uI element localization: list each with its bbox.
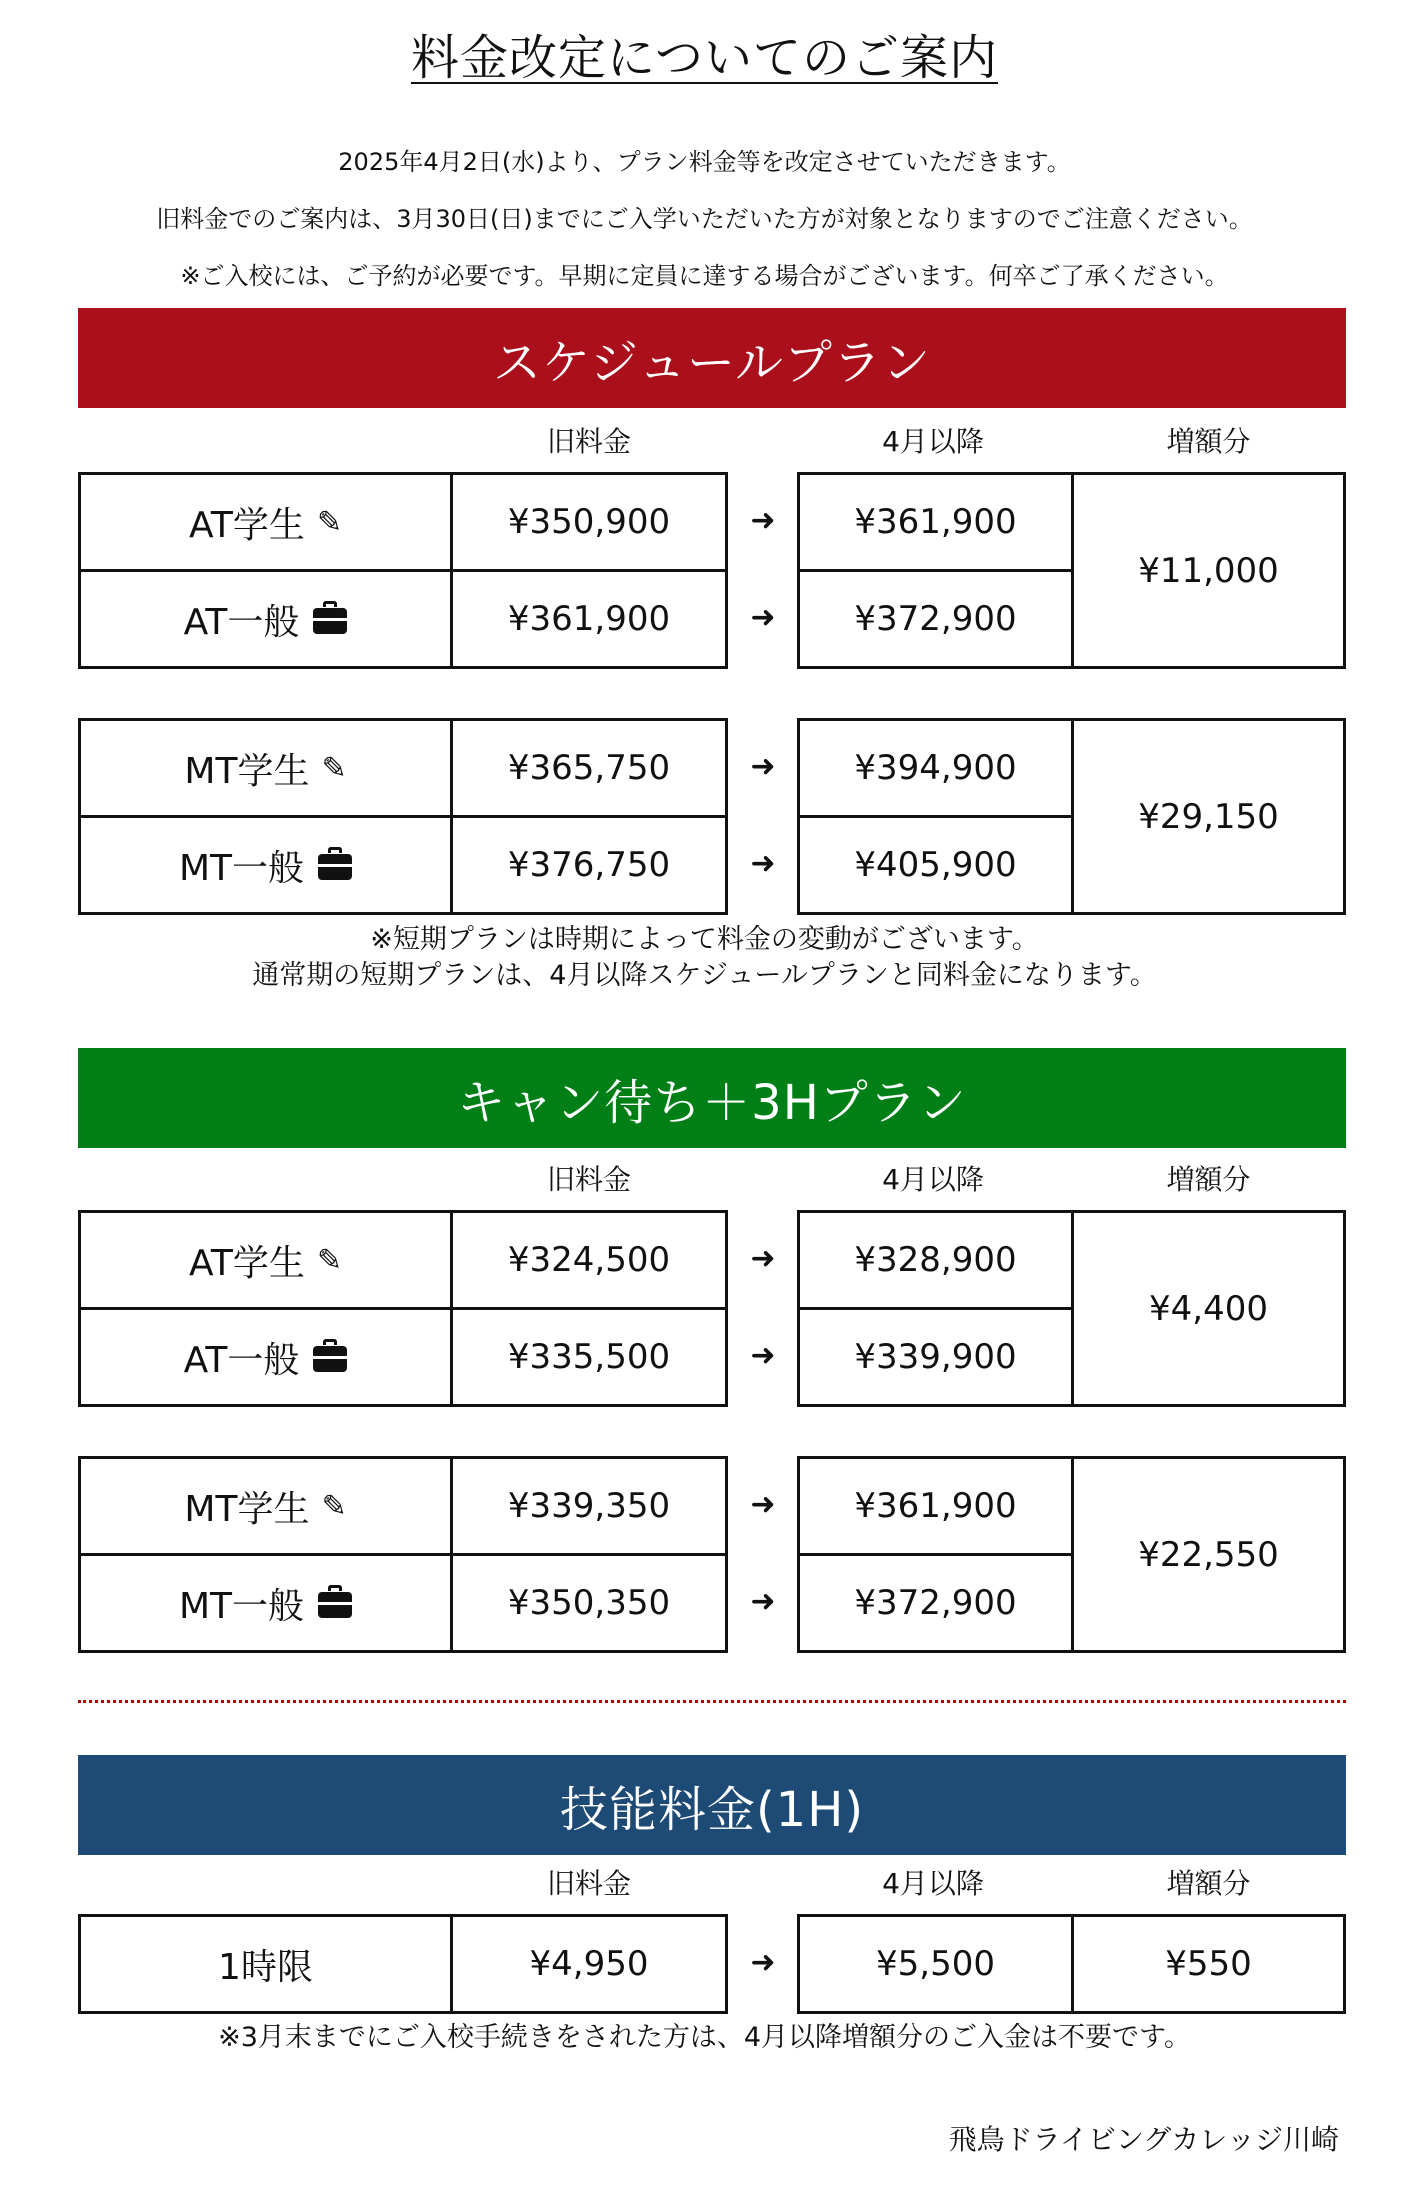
arrow-icon: ➜	[750, 503, 776, 538]
new-price-cell: ¥339,900	[797, 1307, 1074, 1407]
plan-name-cell: AT学生 ✎	[78, 1210, 453, 1310]
lesson-name-cell: 1時限	[78, 1914, 453, 2014]
new-price-cell: ¥5,500	[797, 1914, 1074, 2014]
arrow-icon: ➜	[750, 1487, 776, 1522]
arrow-icon: ➜	[750, 749, 776, 784]
briefcase-icon	[318, 1592, 352, 1618]
note-line: ※3月末までにご入校手続きをされた方は、4月以降増額分のご入金は不要です。	[218, 2022, 1191, 2053]
arrow-icon: ➜	[750, 600, 776, 635]
col-increase: 増額分	[1166, 425, 1251, 458]
plan-name-cell: AT一般	[78, 1307, 453, 1407]
col-old-price: 旧料金	[546, 1163, 631, 1196]
arrow-icon: ➜	[750, 1338, 776, 1373]
new-price-cell: ¥372,900	[797, 1553, 1074, 1653]
old-price-cell: ¥339,350	[450, 1456, 728, 1556]
cancel-wait-plan-banner: キャン待ち＋3Hプラン	[78, 1048, 1346, 1148]
increase-cell: ¥4,400	[1071, 1210, 1346, 1407]
old-price-cell: ¥350,900	[450, 472, 728, 572]
col-old-price: 旧料金	[546, 425, 631, 458]
intro-line-2: 旧料金でのご案内は、3月30日(日)までにご入学いただいた方が対象となりますのでご注意ください。	[156, 205, 1253, 233]
old-price-cell: ¥335,500	[450, 1307, 728, 1407]
col-old-price: 旧料金	[546, 1867, 631, 1900]
pencil-icon: ✎	[316, 1242, 342, 1278]
new-price-cell: ¥361,900	[797, 1456, 1074, 1556]
col-new-price: 4月以降	[882, 1867, 984, 1900]
old-price-cell: ¥4,950	[450, 1914, 728, 2014]
increase-cell: ¥29,150	[1071, 718, 1346, 915]
col-new-price: 4月以降	[882, 425, 984, 458]
old-price-cell: ¥376,750	[450, 815, 728, 915]
old-price-cell: ¥365,750	[450, 718, 728, 818]
new-price-cell: ¥372,900	[797, 569, 1074, 669]
section-divider	[78, 1700, 1346, 1703]
arrow-icon: ➜	[750, 1241, 776, 1276]
col-new-price: 4月以降	[882, 1163, 984, 1196]
plan-name-cell: MT一般	[78, 1553, 453, 1653]
new-price-cell: ¥394,900	[797, 718, 1074, 818]
plan-name-cell: AT学生 ✎	[78, 472, 453, 572]
old-price-cell: ¥324,500	[450, 1210, 728, 1310]
arrow-icon: ➜	[750, 846, 776, 881]
arrow-icon: ➜	[750, 1945, 776, 1980]
intro-line-1: 2025年4月2日(水)より、プラン料金等を改定させていただきます。	[338, 148, 1071, 176]
increase-cell: ¥11,000	[1071, 472, 1346, 669]
increase-cell: ¥22,550	[1071, 1456, 1346, 1653]
old-price-cell: ¥361,900	[450, 569, 728, 669]
arrow-icon: ➜	[750, 1584, 776, 1619]
pencil-icon: ✎	[321, 750, 347, 786]
col-increase: 増額分	[1166, 1867, 1251, 1900]
schedule-plan-banner: スケジュールプラン	[78, 308, 1346, 408]
pencil-icon: ✎	[321, 1488, 347, 1524]
briefcase-icon	[313, 1346, 347, 1372]
plan-name-cell: MT一般	[78, 815, 453, 915]
briefcase-icon	[313, 608, 347, 634]
page-title: 料金改定についてのご案内	[410, 30, 999, 86]
plan-name-cell: AT一般	[78, 569, 453, 669]
plan-name-cell: MT学生 ✎	[78, 718, 453, 818]
new-price-cell: ¥361,900	[797, 472, 1074, 572]
increase-cell: ¥550	[1071, 1914, 1346, 2014]
note-line: 通常期の短期プランは、4月以降スケジュールプランと同料金になります。	[252, 960, 1157, 991]
note-line: ※短期プランは時期によって料金の変動がございます。	[370, 924, 1039, 955]
intro-line-3: ※ご入校には、ご予約が必要です。早期に定員に達する場合がございます。何卒ご了承ください。	[180, 262, 1229, 290]
school-name: 飛鳥ドライビングカレッジ川崎	[948, 2123, 1339, 2156]
plan-name-cell: MT学生 ✎	[78, 1456, 453, 1556]
old-price-cell: ¥350,350	[450, 1553, 728, 1653]
pencil-icon: ✎	[316, 504, 342, 540]
col-increase: 増額分	[1166, 1163, 1251, 1196]
skill-fee-banner: 技能料金(1H)	[78, 1755, 1346, 1855]
new-price-cell: ¥328,900	[797, 1210, 1074, 1310]
briefcase-icon	[318, 854, 352, 880]
new-price-cell: ¥405,900	[797, 815, 1074, 915]
